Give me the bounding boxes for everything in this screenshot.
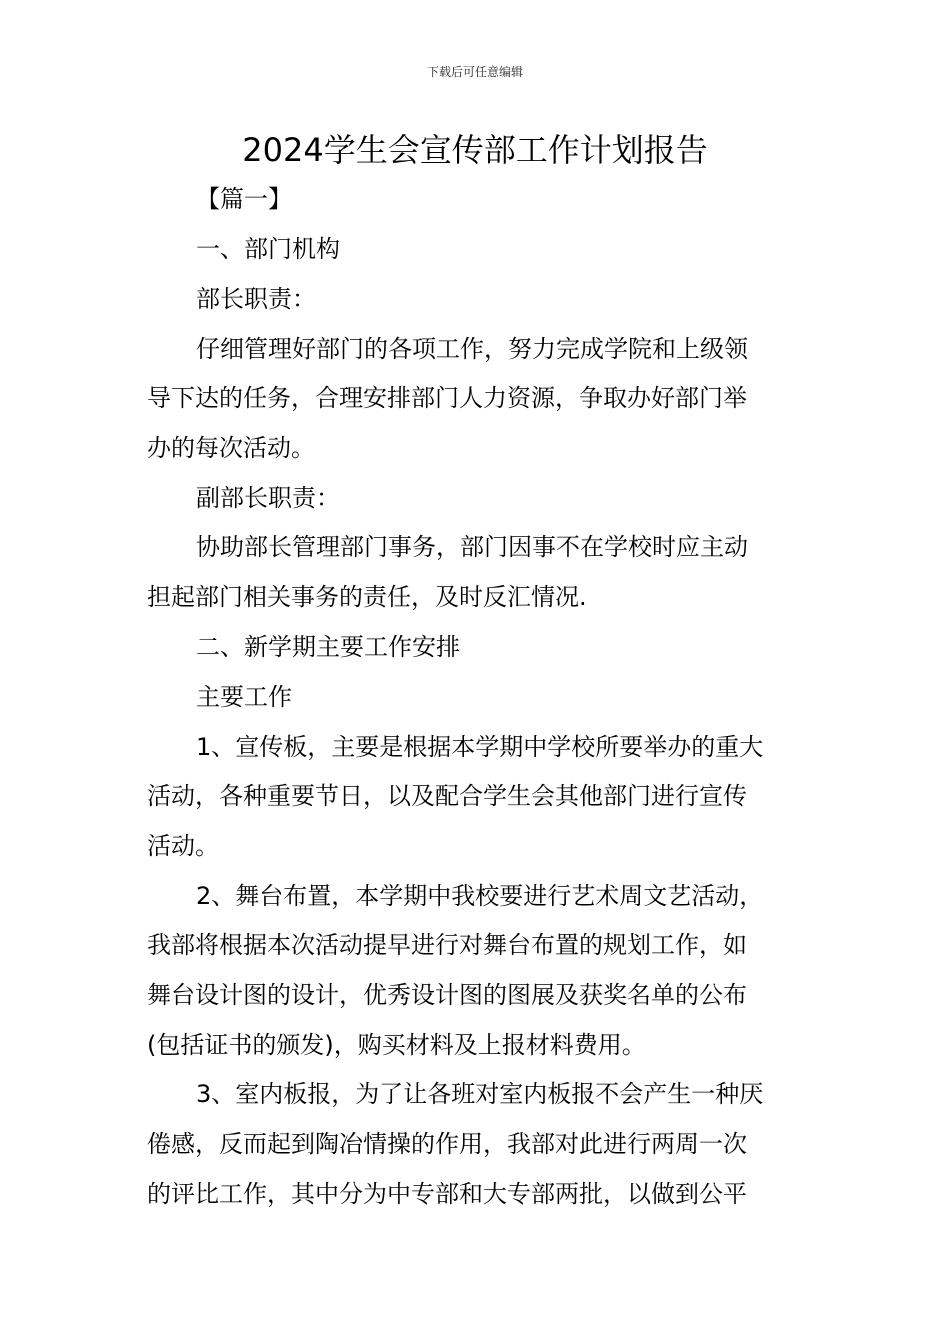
paragraph-line: 活动。 (147, 832, 219, 860)
paragraph-line: 2、舞台布置，本学期中我校要进行艺术周文艺活动， (196, 882, 764, 910)
paragraph-line: (包括证书的颁发)，购买材料及上报材料费用。 (147, 1031, 646, 1059)
paragraph-line: 舞台设计图的设计，优秀设计图的图展及获奖名单的公布 (147, 981, 747, 1009)
paragraph-line: 我部将根据本次活动提早进行对舞台布置的规划工作，如 (147, 931, 747, 959)
paragraph-line: 倦感，反而起到陶冶情操的作用，我部对此进行两周一次 (147, 1130, 747, 1158)
paragraph-line: 协助部长管理部门事务，部门因事不在学校时应主动 (196, 533, 748, 561)
document-title: 2024学生会宣传部工作计划报告 (242, 131, 708, 169)
paragraph-line: 担起部门相关事务的责任，及时反汇情况. (147, 583, 587, 611)
paragraph-line: 活动，各种重要节日，以及配合学生会其他部门进行宣传 (147, 782, 747, 810)
paragraph-line: 3、室内板报，为了让各班对室内板报不会产生一种厌 (196, 1080, 764, 1108)
header-note: 下载后可任意编辑 (426, 65, 523, 79)
paragraph-line: 办的每次活动。 (147, 434, 315, 462)
paragraph-line: 导下达的任务，合理安排部门人力资源，争取办好部门举 (147, 384, 747, 412)
heading-semester-plan: 二、新学期主要工作安排 (196, 633, 460, 661)
section-label: 【篇一】 (196, 185, 292, 213)
heading-department-structure: 一、部门机构 (196, 235, 340, 263)
paragraph-line: 副部长职责： (196, 484, 340, 512)
paragraph-line: 仔细管理好部门的各项工作，努力完成学院和上级领 (196, 335, 748, 363)
paragraph-line: 1、宣传板，主要是根据本学期中学校所要举办的重大 (196, 733, 764, 761)
paragraph-line: 的评比工作，其中分为中专部和大专部两批，以做到公平 (147, 1180, 747, 1208)
paragraph-line: 部长职责： (196, 285, 316, 313)
paragraph-line: 主要工作 (196, 683, 292, 711)
